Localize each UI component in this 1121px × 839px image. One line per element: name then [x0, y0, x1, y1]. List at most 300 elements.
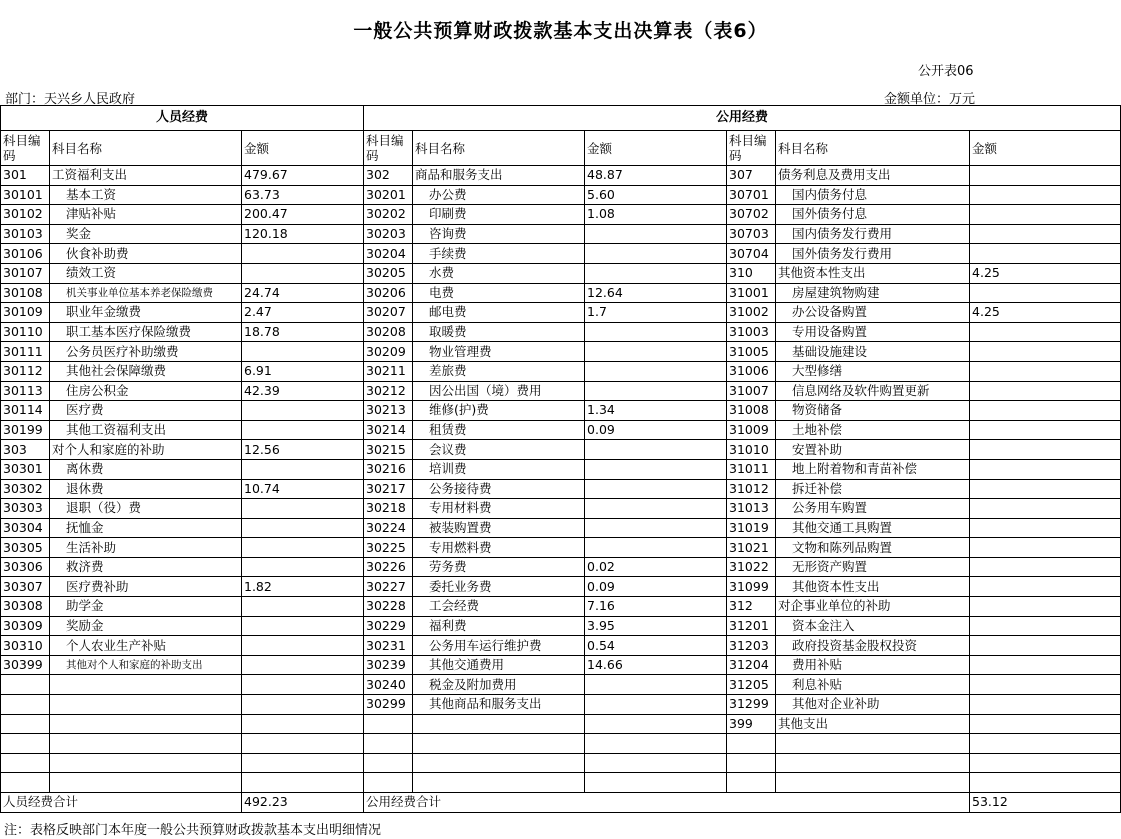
- cell-amount: [242, 459, 364, 479]
- cell-amount: 0.09: [585, 577, 727, 597]
- cell-amount: [970, 244, 1121, 264]
- cell-code: 30214: [364, 420, 413, 440]
- cell-code: 303: [1, 440, 50, 460]
- cell-amount: 1.08: [585, 205, 727, 225]
- cell-name: 其他交通费用: [413, 655, 585, 675]
- cell-code: 30304: [1, 518, 50, 538]
- cell-amount: [970, 459, 1121, 479]
- cell-name: 助学金: [50, 597, 242, 617]
- cell-code: 31011: [727, 459, 776, 479]
- cell-name: 培训费: [413, 459, 585, 479]
- cell-name: 土地补偿: [776, 420, 970, 440]
- cell-amount: [242, 753, 364, 773]
- form-number: 公开表06: [918, 64, 974, 79]
- cell-name: 公务接待费: [413, 479, 585, 499]
- cell-amount: [585, 342, 727, 362]
- cell-name: 公务员医疗补助缴费: [50, 342, 242, 362]
- cell-name: [413, 753, 585, 773]
- cell-amount: [585, 244, 727, 264]
- cell-amount: 2.47: [242, 303, 364, 323]
- section-public: 公用经费: [364, 106, 1121, 131]
- cell-amount: [970, 557, 1121, 577]
- cell-code: 30103: [1, 224, 50, 244]
- cell-name: [776, 773, 970, 793]
- cell-name: 水费: [413, 263, 585, 283]
- cell-name: 无形资产购置: [776, 557, 970, 577]
- cell-amount: [970, 322, 1121, 342]
- cell-code: 30303: [1, 499, 50, 519]
- table-row: [1, 244, 1121, 264]
- cell-code: 30240: [364, 675, 413, 695]
- table-row: [1, 401, 1121, 421]
- cell-code: [1, 695, 50, 715]
- cell-amount: [585, 263, 727, 283]
- cell-name: 基本工资: [50, 185, 242, 205]
- cell-amount: [970, 185, 1121, 205]
- cell-amount: [585, 322, 727, 342]
- cell-amount: 200.47: [242, 205, 364, 225]
- table-row: [1, 499, 1121, 519]
- cell-amount: [970, 675, 1121, 695]
- cell-amount: [242, 499, 364, 519]
- cell-code: 30102: [1, 205, 50, 225]
- cell-name: 绩效工资: [50, 263, 242, 283]
- cell-amount: [970, 577, 1121, 597]
- cell-amount: [970, 695, 1121, 715]
- cell-code: 31010: [727, 440, 776, 460]
- cell-name: 电费: [413, 283, 585, 303]
- cell-amount: [970, 283, 1121, 303]
- cell-name: 利息补贴: [776, 675, 970, 695]
- cell-name: 其他对个人和家庭的补助支出: [50, 655, 242, 675]
- header-code: 科目编码: [727, 131, 776, 166]
- table-row: [1, 166, 1121, 186]
- cell-code: 30231: [364, 636, 413, 656]
- cell-amount: [242, 420, 364, 440]
- cell-code: 30703: [727, 224, 776, 244]
- cell-code: 30306: [1, 557, 50, 577]
- header-code: 科目编码: [364, 131, 413, 166]
- cell-amount: [242, 518, 364, 538]
- table-row: [1, 420, 1121, 440]
- cell-code: 30704: [727, 244, 776, 264]
- cell-amount: [242, 695, 364, 715]
- cell-code: 307: [727, 166, 776, 186]
- cell-name: 其他工资福利支出: [50, 420, 242, 440]
- cell-amount: 63.73: [242, 185, 364, 205]
- cell-code: 30217: [364, 479, 413, 499]
- cell-code: [364, 714, 413, 734]
- cell-name: 债务利息及费用支出: [776, 166, 970, 186]
- cell-name: 伙食补助费: [50, 244, 242, 264]
- cell-name: 救济费: [50, 557, 242, 577]
- cell-name: 地上附着物和青苗补偿: [776, 459, 970, 479]
- cell-amount: 0.09: [585, 420, 727, 440]
- cell-amount: [242, 557, 364, 577]
- cell-code: 30213: [364, 401, 413, 421]
- cell-amount: [970, 224, 1121, 244]
- cell-name: [776, 753, 970, 773]
- cell-code: [1, 675, 50, 695]
- cell-code: 30203: [364, 224, 413, 244]
- cell-code: 30206: [364, 283, 413, 303]
- cell-amount: [970, 440, 1121, 460]
- cell-code: 30229: [364, 616, 413, 636]
- public-total-label: 公用经费合计: [364, 793, 970, 813]
- cell-amount: 12.56: [242, 440, 364, 460]
- table-row: [1, 205, 1121, 225]
- cell-amount: [970, 342, 1121, 362]
- cell-amount: [970, 381, 1121, 401]
- cell-amount: [970, 714, 1121, 734]
- cell-name: 公务用车购置: [776, 499, 970, 519]
- personnel-total-value: 492.23: [242, 793, 364, 813]
- cell-amount: [970, 518, 1121, 538]
- cell-amount: [242, 636, 364, 656]
- cell-code: 301: [1, 166, 50, 186]
- cell-name: 其他交通工具购置: [776, 518, 970, 538]
- cell-amount: [970, 636, 1121, 656]
- table-row: [1, 361, 1121, 381]
- table-row: [1, 224, 1121, 244]
- cell-code: [1, 734, 50, 754]
- cell-code: 30302: [1, 479, 50, 499]
- table-row: [1, 557, 1121, 577]
- table-row: [1, 695, 1121, 715]
- table-row: [1, 734, 1121, 754]
- table-row: [1, 773, 1121, 793]
- cell-code: 30399: [1, 655, 50, 675]
- cell-name: 邮电费: [413, 303, 585, 323]
- cell-code: 30106: [1, 244, 50, 264]
- table-row: [1, 459, 1121, 479]
- cell-name: [50, 695, 242, 715]
- cell-code: 30309: [1, 616, 50, 636]
- cell-amount: [585, 714, 727, 734]
- cell-name: 机关事业单位基本养老保险缴费: [50, 283, 242, 303]
- cell-amount: 0.02: [585, 557, 727, 577]
- header-amount: 金额: [970, 131, 1121, 166]
- cell-name: 差旅费: [413, 361, 585, 381]
- cell-name: 其他资本性支出: [776, 263, 970, 283]
- public-total-value: 53.12: [970, 793, 1121, 813]
- cell-name: 专用材料费: [413, 499, 585, 519]
- cell-code: 30305: [1, 538, 50, 558]
- personnel-total-label: 人员经费合计: [1, 793, 242, 813]
- cell-name: 办公费: [413, 185, 585, 205]
- cell-name: 文物和陈列品购置: [776, 538, 970, 558]
- cell-name: 住房公积金: [50, 381, 242, 401]
- cell-name: 商品和服务支出: [413, 166, 585, 186]
- cell-code: 31013: [727, 499, 776, 519]
- cell-code: 31204: [727, 655, 776, 675]
- cell-name: 安置补助: [776, 440, 970, 460]
- cell-code: 31099: [727, 577, 776, 597]
- cell-amount: [242, 616, 364, 636]
- cell-code: 30109: [1, 303, 50, 323]
- cell-name: 退职（役）费: [50, 499, 242, 519]
- cell-amount: [970, 655, 1121, 675]
- table-row: [1, 283, 1121, 303]
- cell-code: [727, 734, 776, 754]
- cell-name: 物业管理费: [413, 342, 585, 362]
- cell-code: 30110: [1, 322, 50, 342]
- cell-amount: 1.7: [585, 303, 727, 323]
- table-row: [1, 479, 1121, 499]
- cell-name: [50, 714, 242, 734]
- cell-code: 31021: [727, 538, 776, 558]
- cell-code: [364, 773, 413, 793]
- cell-amount: 6.91: [242, 361, 364, 381]
- cell-amount: [242, 401, 364, 421]
- cell-name: 办公设备购置: [776, 303, 970, 323]
- cell-code: [1, 773, 50, 793]
- cell-amount: 12.64: [585, 283, 727, 303]
- cell-name: 工会经费: [413, 597, 585, 617]
- cell-amount: [242, 342, 364, 362]
- cell-amount: 5.60: [585, 185, 727, 205]
- cell-name: 抚恤金: [50, 518, 242, 538]
- amount-unit-label: 金额单位：万元: [884, 92, 976, 107]
- cell-name: 被装购置费: [413, 518, 585, 538]
- cell-code: 30227: [364, 577, 413, 597]
- cell-name: 国外债务发行费用: [776, 244, 970, 264]
- cell-name: 个人农业生产补贴: [50, 636, 242, 656]
- cell-amount: 7.16: [585, 597, 727, 617]
- cell-amount: 479.67: [242, 166, 364, 186]
- cell-name: [50, 734, 242, 754]
- cell-amount: 4.25: [970, 263, 1121, 283]
- cell-amount: [585, 459, 727, 479]
- cell-code: [727, 753, 776, 773]
- cell-name: 工资福利支出: [50, 166, 242, 186]
- cell-amount: [242, 538, 364, 558]
- cell-name: 奖金: [50, 224, 242, 244]
- cell-amount: 1.82: [242, 577, 364, 597]
- table-row: [1, 714, 1121, 734]
- cell-amount: 42.39: [242, 381, 364, 401]
- cell-amount: [970, 616, 1121, 636]
- cell-name: 职业年金缴费: [50, 303, 242, 323]
- table-row: [1, 577, 1121, 597]
- cell-code: 30211: [364, 361, 413, 381]
- cell-name: 对企事业单位的补助: [776, 597, 970, 617]
- cell-code: 30201: [364, 185, 413, 205]
- cell-name: 专用设备购置: [776, 322, 970, 342]
- cell-amount: [970, 479, 1121, 499]
- header-code: 科目编码: [1, 131, 50, 166]
- cell-amount: [242, 244, 364, 264]
- cell-name: 离休费: [50, 459, 242, 479]
- cell-amount: [242, 675, 364, 695]
- cell-name: 基础设施建设: [776, 342, 970, 362]
- cell-code: 30701: [727, 185, 776, 205]
- cell-amount: 10.74: [242, 479, 364, 499]
- cell-amount: [585, 734, 727, 754]
- cell-name: 取暖费: [413, 322, 585, 342]
- cell-name: 医疗费: [50, 401, 242, 421]
- cell-name: 国内债务发行费用: [776, 224, 970, 244]
- cell-amount: [970, 361, 1121, 381]
- cell-amount: [970, 166, 1121, 186]
- cell-code: 31012: [727, 479, 776, 499]
- cell-code: 30216: [364, 459, 413, 479]
- cell-name: 费用补贴: [776, 655, 970, 675]
- cell-name: 其他资本性支出: [776, 577, 970, 597]
- cell-name: [413, 734, 585, 754]
- cell-name: 资本金注入: [776, 616, 970, 636]
- cell-amount: [585, 773, 727, 793]
- cell-name: 委托业务费: [413, 577, 585, 597]
- table-row: [1, 753, 1121, 773]
- cell-code: 30225: [364, 538, 413, 558]
- cell-amount: 48.87: [585, 166, 727, 186]
- cell-code: 399: [727, 714, 776, 734]
- cell-code: 302: [364, 166, 413, 186]
- cell-code: [364, 734, 413, 754]
- table-row: [1, 636, 1121, 656]
- table-row: [1, 322, 1121, 342]
- cell-code: 31007: [727, 381, 776, 401]
- cell-amount: [970, 734, 1121, 754]
- cell-name: 其他商品和服务支出: [413, 695, 585, 715]
- cell-amount: 3.95: [585, 616, 727, 636]
- cell-name: 其他支出: [776, 714, 970, 734]
- cell-code: 30209: [364, 342, 413, 362]
- cell-name: 津贴补贴: [50, 205, 242, 225]
- cell-amount: 14.66: [585, 655, 727, 675]
- cell-code: 30208: [364, 322, 413, 342]
- cell-code: 31205: [727, 675, 776, 695]
- cell-name: 其他对企业补助: [776, 695, 970, 715]
- cell-amount: [585, 538, 727, 558]
- cell-amount: [585, 381, 727, 401]
- cell-code: 30299: [364, 695, 413, 715]
- footnote: 注：表格反映部门本年度一般公共预算财政拨款基本支出明细情况: [4, 823, 382, 838]
- cell-amount: [242, 597, 364, 617]
- cell-name: 维修(护)费: [413, 401, 585, 421]
- cell-amount: [242, 655, 364, 675]
- cell-code: 31299: [727, 695, 776, 715]
- cell-code: 30215: [364, 440, 413, 460]
- table-row: [1, 675, 1121, 695]
- cell-name: [50, 773, 242, 793]
- cell-amount: [585, 440, 727, 460]
- cell-code: 31203: [727, 636, 776, 656]
- cell-name: 因公出国（境）费用: [413, 381, 585, 401]
- cell-amount: [585, 499, 727, 519]
- cell-code: 30202: [364, 205, 413, 225]
- cell-amount: [585, 753, 727, 773]
- cell-code: [1, 753, 50, 773]
- cell-name: 公务用车运行维护费: [413, 636, 585, 656]
- cell-amount: 4.25: [970, 303, 1121, 323]
- table-row: [1, 303, 1121, 323]
- cell-code: 31001: [727, 283, 776, 303]
- cell-name: 租赁费: [413, 420, 585, 440]
- cell-code: 30112: [1, 361, 50, 381]
- cell-code: 31006: [727, 361, 776, 381]
- cell-name: 物资储备: [776, 401, 970, 421]
- column-header-row: [1, 131, 1121, 166]
- cell-amount: [970, 538, 1121, 558]
- cell-name: 信息网络及软件购置更新: [776, 381, 970, 401]
- department-label: 部门：天兴乡人民政府: [5, 92, 136, 107]
- totals-row: [1, 793, 1121, 813]
- cell-code: 30307: [1, 577, 50, 597]
- cell-name: 国外债务付息: [776, 205, 970, 225]
- cell-amount: [970, 205, 1121, 225]
- cell-code: 30310: [1, 636, 50, 656]
- cell-name: 印刷费: [413, 205, 585, 225]
- cell-code: 310: [727, 263, 776, 283]
- cell-code: 30218: [364, 499, 413, 519]
- cell-code: 30114: [1, 401, 50, 421]
- cell-name: 对个人和家庭的补助: [50, 440, 242, 460]
- cell-name: [50, 675, 242, 695]
- cell-name: 税金及附加费用: [413, 675, 585, 695]
- cell-code: [364, 753, 413, 773]
- cell-code: [1, 714, 50, 734]
- cell-name: 手续费: [413, 244, 585, 264]
- cell-name: [50, 753, 242, 773]
- cell-code: 30107: [1, 263, 50, 283]
- cell-amount: 0.54: [585, 636, 727, 656]
- cell-name: [776, 734, 970, 754]
- cell-name: 专用燃料费: [413, 538, 585, 558]
- cell-amount: [242, 714, 364, 734]
- cell-code: 30205: [364, 263, 413, 283]
- cell-amount: 1.34: [585, 401, 727, 421]
- cell-amount: [585, 361, 727, 381]
- cell-amount: [585, 224, 727, 244]
- cell-code: 31008: [727, 401, 776, 421]
- section-personnel: 人员经费: [1, 106, 364, 131]
- table-row: [1, 538, 1121, 558]
- cell-code: 30224: [364, 518, 413, 538]
- cell-amount: [970, 753, 1121, 773]
- cell-code: 30199: [1, 420, 50, 440]
- cell-code: 30239: [364, 655, 413, 675]
- cell-code: 31002: [727, 303, 776, 323]
- cell-amount: [970, 597, 1121, 617]
- cell-code: 30204: [364, 244, 413, 264]
- cell-name: 拆迁补偿: [776, 479, 970, 499]
- cell-amount: [585, 518, 727, 538]
- cell-amount: [970, 401, 1121, 421]
- cell-code: 31019: [727, 518, 776, 538]
- cell-name: 大型修缮: [776, 361, 970, 381]
- cell-code: 30702: [727, 205, 776, 225]
- cell-code: 31022: [727, 557, 776, 577]
- page-title: 一般公共预算财政拨款基本支出决算表（表6）: [353, 20, 768, 42]
- cell-name: 生活补助: [50, 538, 242, 558]
- cell-code: 30301: [1, 459, 50, 479]
- cell-name: 会议费: [413, 440, 585, 460]
- cell-amount: [242, 734, 364, 754]
- cell-amount: 24.74: [242, 283, 364, 303]
- header-amount: 金额: [585, 131, 727, 166]
- cell-amount: [970, 499, 1121, 519]
- table-row: [1, 185, 1121, 205]
- table-row: [1, 655, 1121, 675]
- table-row: [1, 342, 1121, 362]
- cell-name: [413, 714, 585, 734]
- table-row: [1, 263, 1121, 283]
- header-name: 科目名称: [413, 131, 585, 166]
- cell-code: 30212: [364, 381, 413, 401]
- cell-amount: [585, 675, 727, 695]
